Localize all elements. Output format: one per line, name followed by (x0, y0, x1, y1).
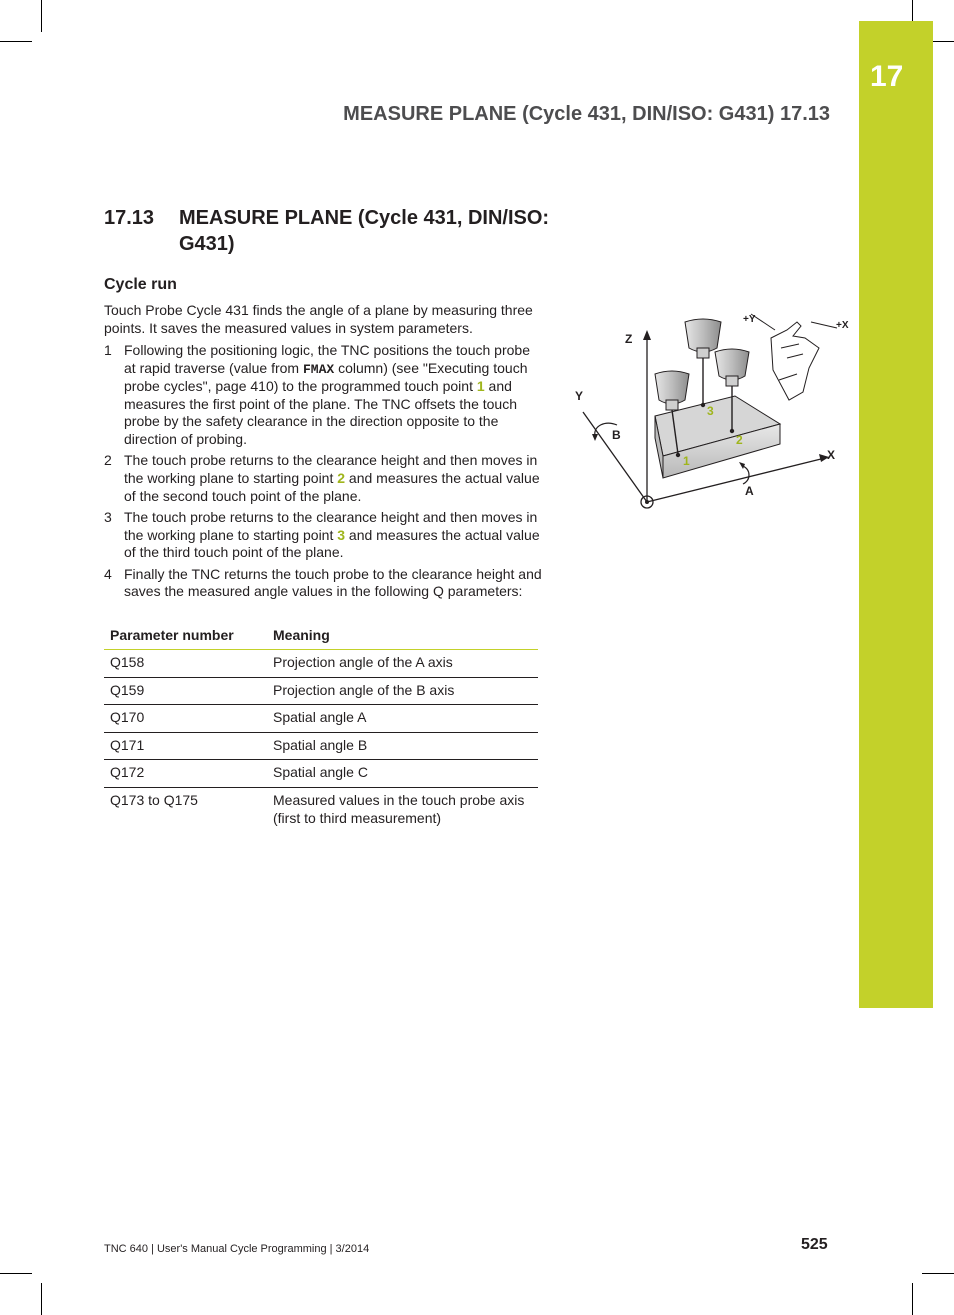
step-text: and measures the first point of the plane. The TNC offsets the touch probe by the safety clearance in the direction opposite to the direction of probing. (124, 378, 517, 447)
running-header: MEASURE PLANE (Cycle 431, DIN/ISO: G431) 17.13 (343, 103, 830, 125)
table-row (104, 732, 538, 760)
step-text: column) (see "Executing touch probe cycles", page 410) to the programmed touch point (124, 359, 528, 395)
table-cell: Q172 (104, 760, 267, 788)
axis-label-plus-y: +Y (743, 314, 756, 325)
parameter-table (104, 624, 538, 832)
chapter-number: 17 (870, 60, 904, 93)
table-cell: Q171 (104, 732, 267, 760)
list-item (104, 342, 544, 449)
table-row (104, 677, 538, 705)
table-cell: Q159 (104, 677, 267, 705)
rotation-a-arrowhead-icon (739, 462, 745, 469)
table-cell: Q170 (104, 705, 267, 733)
column-header: Meaning (267, 624, 538, 650)
step-number: 1 (104, 342, 112, 358)
section-title (104, 205, 574, 257)
plus-x-line (811, 322, 837, 328)
probe-plane-figure (575, 308, 855, 520)
list-item (104, 509, 544, 562)
rotation-a-icon (743, 466, 749, 484)
point-label-1: 1 (683, 454, 690, 468)
table-row (104, 787, 538, 832)
axis-label-b: B (612, 428, 621, 442)
section-number: 17.13 (104, 207, 155, 229)
table-row (104, 650, 538, 678)
table-cell: Measured values in the touch probe axis (first to third measurement) (273, 791, 525, 826)
table-cell: Projection angle of the B axis (267, 677, 538, 705)
axis-label-plus-x: +X (836, 320, 849, 331)
probe-icon (685, 319, 721, 407)
chapter-tab (859, 21, 933, 1008)
intro-paragraph: Touch Probe Cycle 431 finds the angle of a plane by measuring three points. It saves the measured values in system parameters. (104, 302, 533, 336)
step-number: 3 (104, 508, 112, 525)
code-fmax: FMAX (302, 361, 335, 377)
point-label: 2 (337, 469, 346, 486)
step-number: 2 (104, 452, 112, 469)
axis-label-z: Z (625, 332, 633, 346)
table-cell: Spatial angle B (267, 732, 538, 760)
crop-mark (41, 1283, 42, 1315)
step-text: The touch probe returns to the clearance height and then moves in the working plane to starting point (124, 508, 538, 543)
table-cell: Spatial angle A (267, 705, 538, 733)
step-text: and measures the actual value of the third touch point of the plane. (124, 526, 540, 561)
page-number: 525 (801, 1236, 828, 1253)
point-label-3: 3 (707, 404, 714, 418)
crop-mark (912, 1283, 913, 1315)
rotation-b-arrowhead-icon (592, 434, 598, 441)
list-item (104, 566, 544, 601)
table-row (104, 705, 538, 733)
column-header: Parameter number (104, 624, 267, 650)
table-cell: Spatial angle C (267, 760, 538, 788)
origin-dot-icon (645, 500, 649, 504)
table-cell: Projection angle of the A axis (267, 650, 538, 678)
step-text: and measures the actual value of the second touch point of the plane. (124, 469, 540, 504)
z-arrow-icon (643, 330, 651, 340)
steps-list (104, 342, 544, 605)
step-text: The touch probe returns to the clearance height and then moves in the working plane to starting point (124, 452, 538, 486)
list-item (104, 452, 544, 505)
crop-mark (0, 41, 32, 42)
table-cell: Q173 to Q175 (110, 791, 198, 808)
step-text: Finally the TNC returns the touch probe to the clearance height and saves the measured angle values in the following Q parameters: (124, 565, 542, 600)
axis-label-a: A (745, 484, 754, 498)
axis-label-x: X (827, 448, 836, 462)
footer-text: TNC 640 | User's Manual Cycle Programming | 3/2014 (104, 1243, 370, 1255)
axis-label-y: Y (575, 389, 584, 403)
subheading: Cycle run (104, 276, 177, 293)
crop-mark (922, 1273, 954, 1274)
point-label: 1 (476, 378, 485, 395)
step-text: Following the positioning logic, the TNC positions the touch probe at rapid traverse (value from (124, 342, 530, 376)
table-header-row (104, 624, 538, 650)
step-number: 4 (104, 565, 112, 582)
section-title-text: MEASURE PLANE (Cycle 431, DIN/ISO: G431) (179, 207, 550, 255)
crop-mark (0, 1273, 32, 1274)
point-label-2: 2 (736, 433, 743, 447)
hand-icon (771, 322, 819, 400)
point-label: 3 (337, 526, 346, 543)
table-cell: Q158 (104, 650, 267, 678)
table-row (104, 760, 538, 788)
crop-mark (41, 0, 42, 32)
